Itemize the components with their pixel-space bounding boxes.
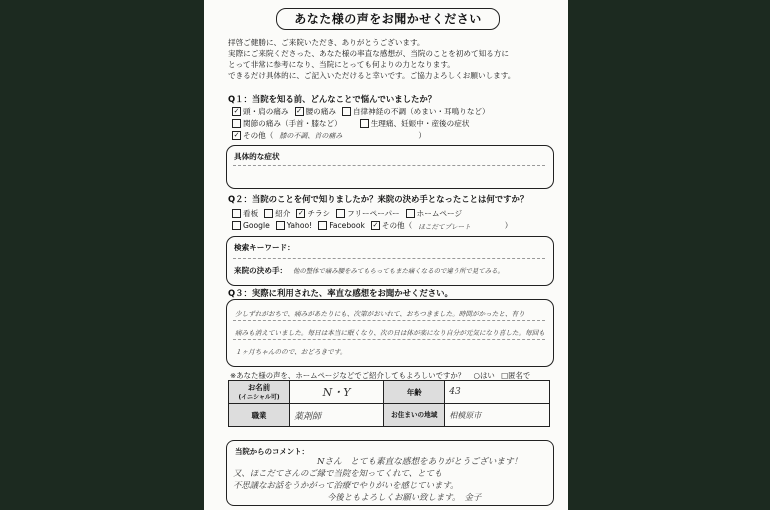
q2-heading: Q２：当院のことを何で知りましたか？来院の決め手となったことは何ですか？ bbox=[228, 194, 529, 204]
q1-option-other[interactable]: ✓ その他（ bbox=[233, 131, 274, 140]
age-label: 年齢 bbox=[384, 381, 445, 404]
area-label: お住まいの地域 bbox=[384, 404, 445, 427]
job-value[interactable]: 薬剤師 bbox=[290, 404, 384, 427]
checkbox[interactable] bbox=[360, 119, 369, 128]
checkbox[interactable] bbox=[406, 209, 415, 218]
comment-line-4: 今後ともよろしくお願い致します。 金子 bbox=[327, 492, 482, 502]
q1-row-1 bbox=[232, 106, 562, 117]
q1-option-lower-back[interactable]: ✓ 腰の痛み bbox=[296, 107, 336, 116]
q2-answer-box[interactable] bbox=[226, 236, 554, 286]
questionnaire-sheet bbox=[204, 0, 568, 510]
q1-option-head-shoulder[interactable]: ✓ 頭・肩の痛み bbox=[233, 107, 289, 116]
comment-label: 当院からのコメント： bbox=[235, 447, 309, 456]
checkbox[interactable] bbox=[232, 119, 241, 128]
q2-option-other[interactable]: ✓ その他（ bbox=[372, 221, 413, 230]
comment-line-3: 不思議なお話をうかがって治療でやりがいを感じています。 bbox=[233, 480, 459, 490]
reason-answer: 他の整体で痛み腰をみてもらってもまた痛くなるので違う所で見てみる。 bbox=[293, 267, 504, 275]
q3-heading: Q３：実際に利用された、率直な感想をお聞かせください。 bbox=[228, 288, 453, 298]
q1-heading: Q１：当院を知る前、どんなことで悩んでいましたか？ bbox=[228, 94, 437, 104]
q1-other-answer: 膝の不調、首の痛み bbox=[279, 131, 343, 140]
consent-yes-option[interactable]: ○はい bbox=[473, 371, 495, 380]
q1-option-pregnancy[interactable]: 生理痛、妊娠中・産後の症状 bbox=[360, 118, 470, 129]
name-value[interactable]: N・Y bbox=[290, 381, 384, 404]
q2-option-facebook[interactable]: Facebook bbox=[318, 221, 365, 230]
q1-option-autonomic[interactable]: 自律神経の不調（めまい・耳鳴りなど） bbox=[342, 106, 490, 117]
comment-line-2: 又、ほこだてさんのご縁で当院を知ってくれて、とても bbox=[233, 468, 443, 478]
q2-row-1 bbox=[232, 208, 562, 219]
checkbox[interactable]: ✓ bbox=[297, 209, 304, 217]
clinic-comment-box bbox=[226, 440, 554, 506]
checkbox[interactable] bbox=[276, 221, 285, 230]
checkbox[interactable] bbox=[318, 221, 327, 230]
q1-detail-box[interactable] bbox=[226, 145, 554, 189]
checkbox[interactable]: ✓ bbox=[233, 107, 240, 115]
consent-anon-option[interactable]: □匿名で bbox=[501, 371, 531, 380]
q2-other-answer: ほこだてプレート bbox=[418, 222, 471, 231]
checkbox[interactable] bbox=[336, 209, 345, 218]
q2-option-free-paper[interactable]: フリーペーパー bbox=[336, 208, 399, 219]
q1-row-3: ✓ その他（ 膝の不調、首の痛み ） bbox=[233, 131, 426, 140]
checkbox[interactable]: ✓ bbox=[233, 131, 240, 139]
q3-answer-line-1: 少しずれがおちで、痛みがあたりにも、次第がおいれて、おちつきました。時間がかったと、有り bbox=[235, 310, 525, 318]
checkbox[interactable] bbox=[264, 209, 273, 218]
q3-answer-line-2: 痛みも消えていました。毎日は本当に眠くなり、次の日は体が楽になり自分が元気になり喜した。毎回も bbox=[235, 329, 545, 337]
consent-question: ※あなた様の声を、ホームページなどでご紹介してもよろしいですか？ ○はい □匿名で bbox=[230, 371, 531, 380]
form-title: あなた様の声をお聞かせください bbox=[276, 8, 500, 30]
q1-option-joint[interactable]: 関節の痛み（手首・膝など） bbox=[232, 118, 342, 129]
area-value[interactable]: 相模原市 bbox=[445, 404, 550, 427]
age-value[interactable]: 43 bbox=[445, 381, 550, 404]
checkbox[interactable]: ✓ bbox=[372, 221, 379, 229]
respondent-info-table bbox=[228, 380, 550, 427]
q1-row-2 bbox=[232, 118, 562, 129]
q2-option-yahoo[interactable]: Yahoo! bbox=[276, 221, 312, 230]
q2-option-google[interactable]: Google bbox=[232, 221, 270, 230]
q2-option-homepage[interactable]: ホームページ bbox=[406, 208, 462, 219]
checkbox[interactable] bbox=[342, 107, 351, 116]
job-label: 職業 bbox=[229, 404, 290, 427]
reason-label: 来院の決め手： bbox=[234, 266, 288, 275]
q3-answer-line-3: １ヶ月ちゃんのので、おどろきです。 bbox=[235, 348, 347, 356]
intro-text: 拝啓ご健勝に、ご来院いただき、ありがとうございます。 実際にご来院くださった、あなた様の率直な感想が、当院のことを初めて知る方に とって非常に参考になり、当院にとっても何よりの力となります。 できるだけ具体的に、ご記入いただけると幸いです。ご協力よろしくお願いします。 bbox=[228, 38, 516, 80]
q1-detail-label: 具体的な症状 bbox=[234, 152, 280, 161]
q2-option-flyer[interactable]: ✓ チラシ bbox=[297, 209, 331, 218]
checkbox[interactable] bbox=[232, 209, 241, 218]
comment-line-1: Nさん とても素直な感想をありがとうございます！ bbox=[317, 457, 523, 467]
checkbox[interactable]: ✓ bbox=[296, 107, 302, 115]
q2-option-signboard[interactable]: 看板 bbox=[232, 208, 258, 219]
q2-row-2: Google Yahoo! Facebook ✓ その他（ ほこだてプレート ） bbox=[232, 220, 562, 231]
keyword-label: 検索キーワード： bbox=[234, 243, 295, 252]
checkbox[interactable] bbox=[232, 221, 241, 230]
q2-option-referral[interactable]: 紹介 bbox=[264, 208, 290, 219]
name-label: お名前 (イニシャル可) bbox=[229, 381, 290, 404]
q3-answer-box[interactable] bbox=[226, 299, 554, 367]
